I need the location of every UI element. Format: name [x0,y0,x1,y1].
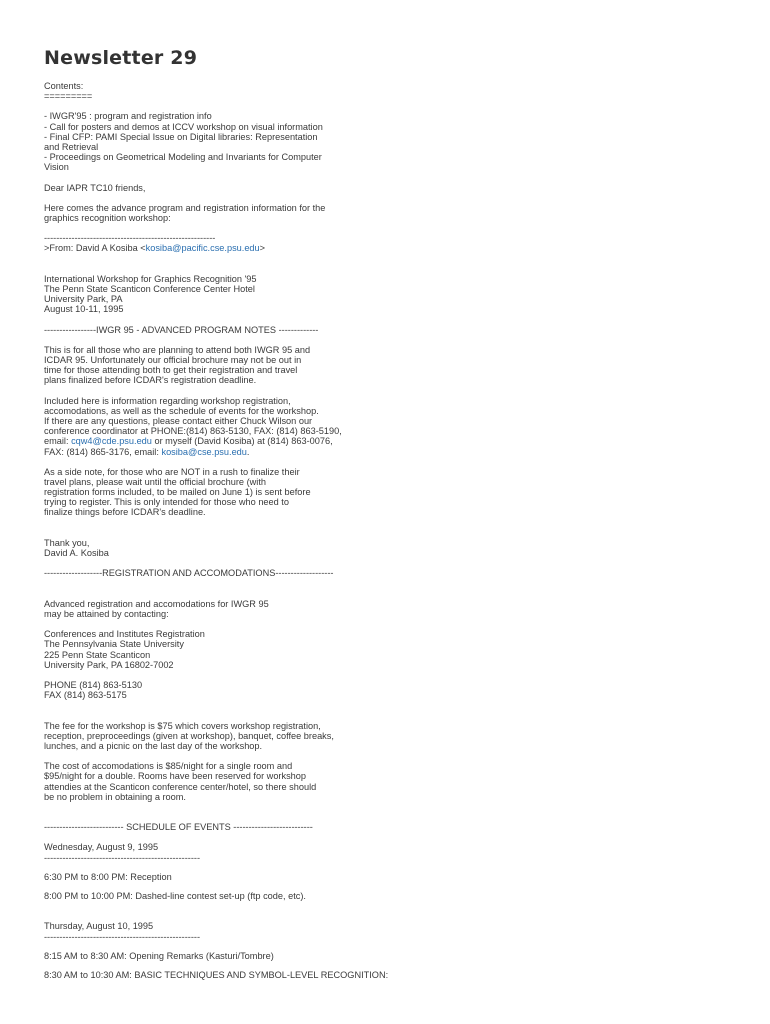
paragraph-line: If there are any questions, please contact either Chuck Wilson our [44,416,313,427]
day2-heading [44,921,388,941]
paragraph-line: The cost of accomodations is $85/night for a single room and [44,761,293,772]
schedule-header: -------------------------- SCHEDULE OF EVENTS -------------------------- [44,822,313,833]
schedule-event: 8:00 PM to 10:00 PM: Dashed-line contest set-up (ftp code, etc). [44,890,306,901]
paragraph-line: The fee for the workshop is $75 which covers workshop registration, [44,720,321,731]
paragraph-line: attendies at the Scanticon conference center/hotel, so there should [44,781,317,792]
attend-paragraph [44,345,388,386]
intro-line: Here comes the advance program and registration information for the [44,202,326,213]
included-paragraph [44,396,388,457]
day-date: Thursday, August 10, 1995 [44,921,154,932]
contents-item: - Proceedings on Geometrical Modeling and Invariants for Computer [44,152,322,163]
schedule-event: 8:15 AM to 8:30 AM: Opening Remarks (Kasturi/Tombre) [44,950,274,961]
paragraph-line: registration forms included, to be mailed on June 1) is sent before [44,487,311,498]
contents-item: - IWGR'95 : program and registration info [44,111,212,122]
registration-address [44,629,388,670]
address-line: Conferences and Institutes Registration [44,629,205,640]
contents-item: - Final CFP: PAMI Special Issue on Digital libraries: Representation [44,131,318,142]
fax-line-prefix: FAX: (814) 865-3176, email: [44,446,162,457]
fax-line-suffix: . [246,446,250,457]
side-note-paragraph [44,467,388,518]
paragraph-line: time for those attending both to get their registration and travel [44,365,298,376]
workshop-info [44,274,388,315]
signoff [44,538,388,558]
address-line: The Pennsylvania State University [44,639,184,650]
from-suffix: > [259,243,266,254]
workshop-info-line: International Workshop for Graphics Recognition '95 [44,273,257,284]
paragraph-line: $95/night for a double. Rooms have been reserved for workshop [44,771,307,782]
schedule-event: 6:30 PM to 8:00 PM: Reception [44,871,172,882]
paragraph-line: lunches, and a picnic on the last day of the workshop. [44,740,263,751]
contents-item: Vision [44,162,69,173]
newsletter-body [44,81,388,989]
paragraph-line: reception, preproceedings (given at workshop), banquet, coffee breaks, [44,730,334,741]
schedule-event: 8:30 AM to 10:30 AM: BASIC TECHNIQUES AND SYMBOL-LEVEL RECOGNITION: [44,969,389,980]
email-line-mid: or myself (David Kosiba) at (814) 863-0076, [151,436,333,447]
intro-paragraph [44,203,388,223]
from-prefix: >From: David A Kosiba < [44,243,146,254]
fee-paragraph [44,721,388,751]
address-line: University Park, PA 16802-7002 [44,659,174,670]
paragraph-line: ICDAR 95. Unfortunately our official brochure may not be out in [44,355,302,366]
paragraph-line: Included here is information regarding workshop registration, [44,395,291,406]
paragraph-line: Advanced registration and accomodations for IWGR 95 [44,598,269,609]
from-email-link[interactable]: kosiba@pacific.cse.psu.edu [145,243,260,254]
paragraph-line: This is for all those who are planning to attend both IWGR 95 and [44,344,311,355]
workshop-info-line: University Park, PA [44,294,123,305]
paragraph-line: As a side note, for those who are NOT in a rush to finalize their [44,466,300,477]
paragraph-line: plans finalized before ICDAR's registration deadline. [44,375,257,386]
address-line: 225 Penn State Scanticon [44,649,151,660]
workshop-info-line: The Penn State Scanticon Conference Center Hotel [44,284,255,295]
paragraph-line: conference coordinator at PHONE:(814) 863-5130, FAX: (814) 863-5190, [44,426,342,437]
fax-line: FAX (814) 863-5175 [44,690,127,701]
paragraph-line: may be attained by contacting: [44,608,169,619]
intro-line: graphics recognition workshop: [44,212,171,223]
separator-line: -------------------------------------------------------- [44,233,216,244]
day1-heading [44,842,388,862]
signoff-name: David A. Kosiba [44,548,109,559]
registration-header: -------------------REGISTRATION AND ACCOMODATIONS------------------- [44,568,334,579]
contents-item: and Retrieval [44,141,99,152]
workshop-info-line: August 10-11, 1995 [44,304,124,315]
paragraph-line: be no problem in obtaining a room. [44,791,186,802]
paragraph-line: finalize things before ICDAR's deadline. [44,507,206,518]
registration-intro [44,599,388,619]
paragraph-line: travel plans, please wait until the official brochure (with [44,476,266,487]
day-date: Wednesday, August 9, 1995 [44,842,159,853]
greeting: Dear IAPR TC10 friends, [44,182,146,193]
contents-underline: ========= [44,91,93,102]
contents-section [44,81,388,101]
contents-heading: Contents: [44,81,84,91]
registration-phone [44,680,388,700]
paragraph-line: accomodations, as well as the schedule of events for the workshop. [44,405,319,416]
email-line-prefix: email: [44,436,72,447]
phone-line: PHONE (814) 863-5130 [44,680,143,690]
notes-header: -----------------IWGR 95 - ADVANCED PROGRAM NOTES ------------- [44,324,319,335]
paragraph-line: trying to register. This is only intended for those who need to [44,497,289,508]
signoff-line: Thank you, [44,537,90,548]
contents-item: - Call for posters and demos at ICCV workshop on visual information [44,121,323,132]
contents-list [44,111,388,172]
coordinator-email-link[interactable]: cqw4@cde.psu.edu [71,436,152,447]
kosiba-email-link[interactable]: kosiba@cse.psu.edu [161,446,247,457]
from-block [44,233,388,253]
page-title: Newsletter 29 [44,47,198,69]
day-rule: --------------------------------------------------- [44,852,201,863]
day-rule: --------------------------------------------------- [44,931,201,942]
accomodation-cost-paragraph [44,761,388,802]
